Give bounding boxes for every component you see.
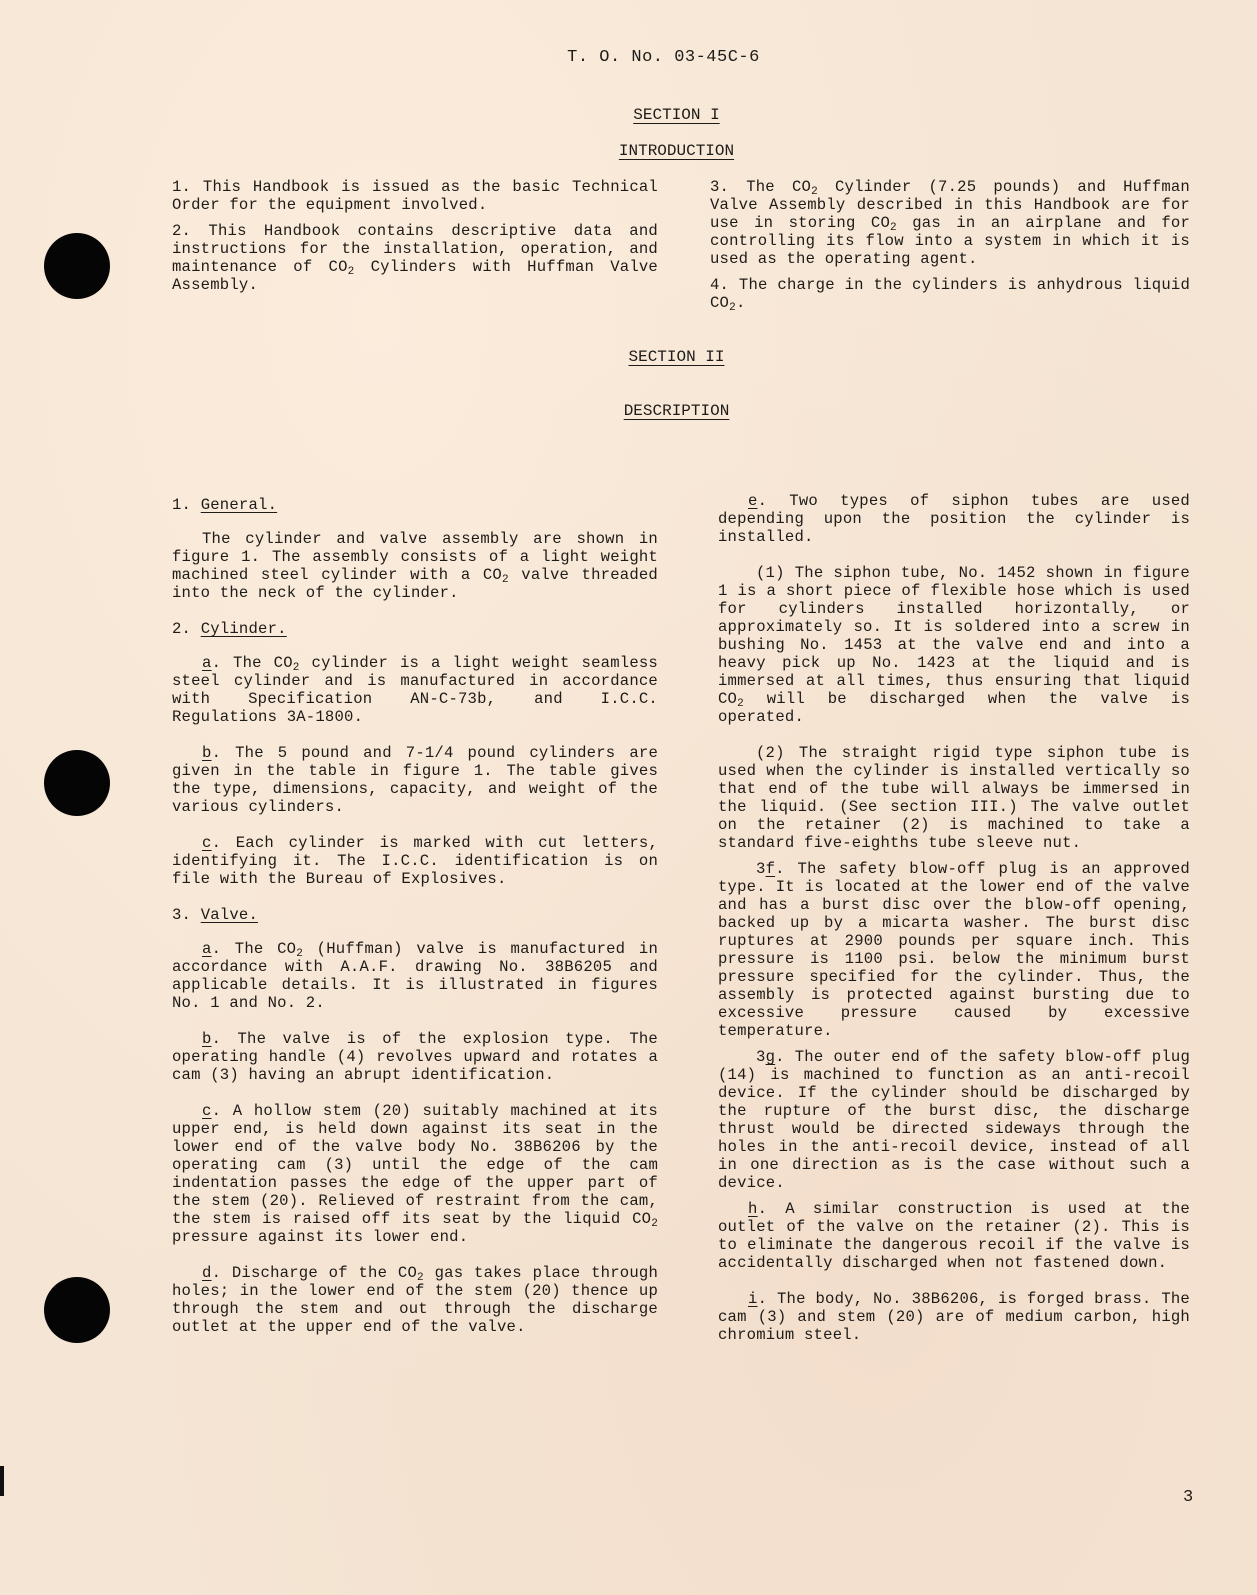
- page-number: 3: [1183, 1488, 1194, 1507]
- paragraph-valve-d: d. Discharge of the $CO_2$ gas takes place through holes; in the lower end of the stem (20) thence up through the stem and out through the discharge outlet at the upper end of the valve.: [172, 1264, 659, 1336]
- description-right-column: [718, 492, 1190, 1352]
- paragraph-valve-e1: (1) The siphon tube, No. 1452 shown in figure 1 is a short piece of flexible hose which is used for cylinders installed horizontally, or approximately so. It is soldered into a screw in bushing No. 1453 at the valve end and into a heavy pick up No. 1423 at the liquid and is immersed at all times, thus ensuring that liquid $CO_2$ will be discharged when the valve is operated.: [718, 564, 1190, 726]
- scan-edge-mark: [0, 1466, 4, 1496]
- heading-general: 1. General.: [172, 496, 278, 514]
- description-left-column: [172, 496, 658, 1354]
- paragraph-cylinder-b: b. The 5 pound and 7-1/4 pound cylinders are given in the table in figure 1. The table gives the type, dimensions, capacity, and weight of the various cylinders.: [172, 744, 658, 816]
- paragraph-valve-h: h. A similar construction is used at the outlet of the valve on the retainer (2). This is to eliminate the dangerous recoil if the valve is accidentally discharged when not fastened down.: [718, 1200, 1190, 1272]
- heading-valve: 3. Valve.: [172, 906, 259, 924]
- intro-left-column: [172, 178, 658, 302]
- binder-hole-top: [44, 233, 110, 299]
- intro-right-column: [710, 178, 1190, 320]
- paragraph-valve-c: c. A hollow stem (20) suitably machined at its upper end, is held down against its seat in the lower end of the valve body No. 38B6206 by the operating cam (3) until the edge of the cam indentation passes the edge of the upper part of the stem (20). Relieved of restraint from the cam, the stem is raised off its seat by the liquid $CO_2$ pressure against its lower end.: [172, 1102, 658, 1246]
- paragraph-valve-e2: (2) The straight rigid type siphon tube is used when the cylinder is installed vertically so that end of the tube will always be immersed in the liquid. (See section III.) The valve outlet on the retainer (2) is machined to take a standard five-eighths tube sleeve nut.: [718, 744, 1190, 852]
- heading-cylinder: 2. Cylinder.: [172, 620, 287, 638]
- paragraph-valve-g: 3g. The outer end of the safety blow-off plug (14) is machined to function as an anti-recoil device. If the cylinder should be discharged by the rupture of the burst disc, the discharge thrust would be directed sideways through the holes in the anti-recoil device, instead of all in one direction as is the case without such a device.: [718, 1048, 1190, 1192]
- section-2-subtitle: DESCRIPTION: [623, 402, 730, 420]
- paragraph-cylinder-c: c. Each cylinder is marked with cut letters, identifying it. The I.C.C. identification is on file with the Bureau of Explosives.: [172, 834, 658, 888]
- binder-hole-bottom: [44, 1277, 110, 1343]
- section-1-title: SECTION I: [633, 106, 720, 124]
- paragraph-valve-f: 3f. The safety blow-off plug is an approved type. It is located at the lower end of the valve and has a burst disc over the blow-off opening, backed up by a micarta washer. The burst disc ruptures at 2900 pounds per square inch. This pressure is 1100 psi. below the minimum burst pressure specified for the cylinder. Thus, the assembly is protected against bursting due to excessive pressure caused by excessive temperature.: [718, 860, 1190, 1040]
- paragraph-cylinder-a: a. The $CO_2$ cylinder is a light weight seamless steel cylinder and is manufactured in accordance with Specification AN-C-73b, and I.C.C. Regulations 3A-1800.: [172, 654, 658, 726]
- paragraph-general: The cylinder and valve assembly are shown in figure 1. The assembly consists of a light weight machined steel cylinder with a $CO_2$ valve threaded into the neck of the cylinder.: [172, 530, 658, 602]
- section-1-subtitle: INTRODUCTION: [618, 142, 735, 160]
- paragraph-valve-e: e. Two types of siphon tubes are used depending upon the position the cylinder is installed.: [718, 492, 1190, 546]
- intro-paragraph-1: 1. This Handbook is issued as the basic Technical Order for the equipment involved.: [172, 178, 658, 214]
- paragraph-valve-b: b. The valve is of the explosion type. The operating handle (4) revolves upward and rotates a cam (3) having an abrupt identification.: [172, 1030, 658, 1084]
- intro-paragraph-2: 2. This Handbook contains descriptive data and instructions for the installation, operation, and maintenance of $CO_2$ Cylinders with Huffman Valve Assembly.: [172, 222, 658, 294]
- document-number: T. O. No. 03-45C-6: [567, 48, 760, 67]
- intro-paragraph-4: 4. The charge in the cylinders is anhydrous liquid $CO_2$.: [710, 276, 1190, 314]
- section-2-title: SECTION II: [628, 348, 725, 366]
- paragraph-valve-i: i. The body, No. 38B6206, is forged brass. The cam (3) and stem (20) are of medium carbon, high chromium steel.: [718, 1290, 1190, 1344]
- intro-paragraph-3: 3. The $CO_2$ Cylinder (7.25 pounds) and Huffman Valve Assembly described in this Handbook are for use in storing $CO_2$ gas in an airplane and for controlling its flow into a system in which it is used as the operating agent.: [710, 178, 1190, 268]
- paragraph-valve-a: a. The $CO_2$ (Huffman) valve is manufactured in accordance with A.A.F. drawing No. 38B6205 and applicable details. It is illustrated in figures No. 1 and No. 2.: [172, 940, 658, 1012]
- binder-hole-middle: [44, 750, 110, 816]
